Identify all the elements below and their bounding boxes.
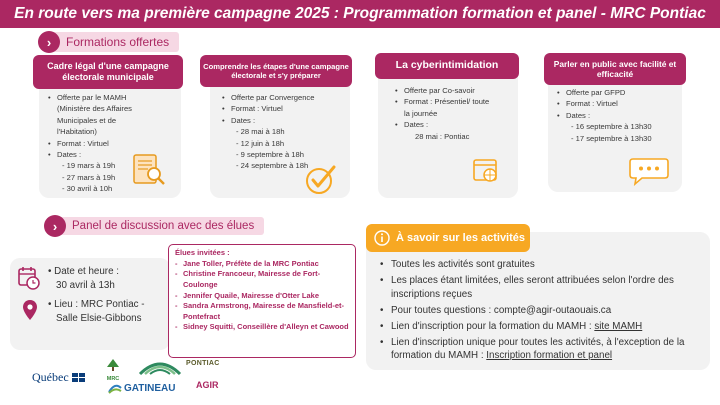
mrc-tree-icon	[105, 358, 121, 372]
pontiac-logo-text: PONTIAC	[186, 360, 220, 367]
invitees-header: Élues invitées :	[175, 248, 230, 257]
formation-card-3-title: La cyberintimidation	[375, 53, 519, 79]
formation-card-line: • Format : Virtuel	[557, 98, 677, 109]
formation-card-1-body	[48, 92, 138, 195]
formation-card-line: • Format : Virtuel	[48, 138, 138, 149]
savoir-item	[380, 336, 700, 364]
savoir-item-text: Les places étant limitées, elles seront attribuées selon l'ordre des inscriptions reçues	[391, 274, 674, 300]
formation-card-line: • Dates :	[395, 119, 513, 130]
formation-card-line: - 28 mai à 18h	[236, 127, 285, 137]
chevron-right-icon: ›	[38, 31, 60, 53]
invitee-item: - Jane Toller, Préfète de la MRC Pontiac	[175, 259, 349, 270]
formation-card-line: (Ministère des Affaires	[57, 104, 132, 114]
gatineau-swoosh-icon	[108, 382, 122, 394]
formation-card-line: • Dates :	[222, 115, 348, 126]
savoir-item-text: Toutes les activités sont gratuites	[391, 259, 535, 270]
formations-section-label: Formations offertes	[50, 32, 179, 52]
formation-card-line: • Format : Virtuel	[222, 103, 348, 114]
formation-card-line: - 24 septembre à 18h	[236, 161, 309, 171]
formation-card-line: 28 mai : Pontiac	[415, 131, 470, 141]
web-page-icon	[471, 156, 501, 186]
formation-card-line: l'Habitation)	[57, 127, 97, 137]
panel-section-label: Panel de discussion avec des élues	[56, 217, 264, 235]
savoir-item-link[interactable]: Inscription formation et panel	[486, 350, 613, 362]
info-icon	[374, 230, 390, 246]
quebec-logo	[32, 370, 85, 385]
formation-card-line: - 9 septembre à 18h	[236, 149, 304, 159]
formation-card-4-title: Parler en public avec facilité et efficacité	[544, 53, 686, 85]
savoir-title: À savoir sur les activités	[396, 232, 526, 244]
formation-card-line: • Offerte par Co-savoir	[395, 85, 513, 96]
panel-lieu-value: Salle Elsie-Gibbons	[56, 313, 142, 325]
chevron-right-icon: ›	[44, 215, 66, 237]
formation-card-line: - 27 mars à 19h	[62, 172, 116, 182]
formation-card-line: Municipales et de	[57, 115, 117, 125]
savoir-item	[380, 258, 700, 272]
panel-lieu	[48, 298, 145, 326]
formation-card-line: - 19 mars à 19h	[62, 161, 116, 171]
gatineau-logo-text: GATINEAU	[124, 382, 176, 394]
panel-date-label: • Date et heure :	[48, 266, 119, 277]
location-pin-icon	[22, 299, 38, 321]
quebec-logo-text: Québec	[32, 370, 69, 384]
formation-card-line: - 30 avril à 10h	[62, 184, 113, 194]
checkmark-circle-icon	[304, 164, 338, 196]
invitee-item: - Jennifer Quaile, Mairesse d'Otter Lake	[175, 291, 349, 302]
mrc-logo-text: MRC	[106, 376, 120, 382]
savoir-item	[380, 304, 700, 318]
gatineau-logo	[108, 382, 175, 394]
formations-section-header	[38, 31, 179, 53]
calendar-clock-icon	[17, 265, 41, 291]
savoir-body	[380, 258, 700, 365]
pontiac-logo	[186, 360, 220, 367]
panel-section-header	[44, 215, 264, 237]
invitee-item: - Sandra Armstrong, Mairesse de Mansfield-et-Pontefract	[175, 301, 349, 322]
savoir-item	[380, 320, 700, 334]
invitee-item: - Sidney Squitti, Conseillère d'Alleyn et Cawood	[175, 322, 349, 333]
formation-card-line: - 12 juin à 18h	[236, 138, 285, 148]
formation-card-line: la journée	[404, 108, 438, 118]
savoir-item-text: Pour toutes questions : compte@agir-outaouais.ca	[391, 304, 612, 316]
page-title: En route vers ma première campagne 2025 : Programmation formation et panel - MRC Pontiac	[0, 0, 720, 28]
panel-date-value: 30 avril à 13h	[56, 280, 115, 292]
mrc-logo	[104, 358, 122, 383]
savoir-item-link[interactable]: site MAMH	[594, 320, 643, 332]
panel-lieu-label: • Lieu : MRC Pontiac -	[48, 299, 145, 310]
speech-bubble-icon	[628, 156, 670, 186]
formation-card-line: • Format : Présentiel/ toute	[395, 96, 513, 107]
fleur-de-lis-flag-icon	[72, 373, 85, 382]
savoir-item-text: Lien d'inscription pour la formation du MAMH :	[391, 320, 595, 332]
savoir-item	[380, 274, 700, 302]
formation-card-2-title: Comprendre les étapes d'une campagne électorale et s'y préparer	[200, 55, 352, 87]
document-magnifier-icon	[128, 150, 168, 190]
invitee-item: - Christine Francoeur, Mairesse de Fort-Coulonge	[175, 269, 349, 290]
formation-card-line: • Dates :	[48, 149, 138, 160]
formation-card-line: • Offerte par GFPD	[557, 87, 677, 98]
savoir-item-text: Lien d'inscription unique pour toutes les activités, à l'exception de la formation du MAMH :	[391, 336, 685, 362]
invitees-box	[168, 244, 356, 358]
agir-logo-text: AGIR	[196, 380, 219, 390]
formation-card-line: • Offerte par Convergence	[222, 92, 348, 103]
papineau-logo-icon	[138, 356, 182, 380]
formation-card-4-body	[557, 87, 677, 144]
savoir-header	[366, 224, 530, 252]
formation-card-1-title: Cadre légal d'une campagne électorale municipale	[33, 55, 183, 89]
formation-card-line: - 17 septembre à 13h30	[571, 133, 652, 143]
formation-card-line: • Dates :	[557, 110, 677, 121]
formation-card-line: - 16 septembre à 13h30	[571, 122, 652, 132]
formation-card-2-body	[222, 92, 348, 172]
formation-card-3-body	[395, 85, 513, 142]
panel-date	[48, 265, 119, 293]
formation-card-line: • Offerte par le MAMH	[48, 92, 138, 103]
agir-logo	[196, 380, 219, 390]
